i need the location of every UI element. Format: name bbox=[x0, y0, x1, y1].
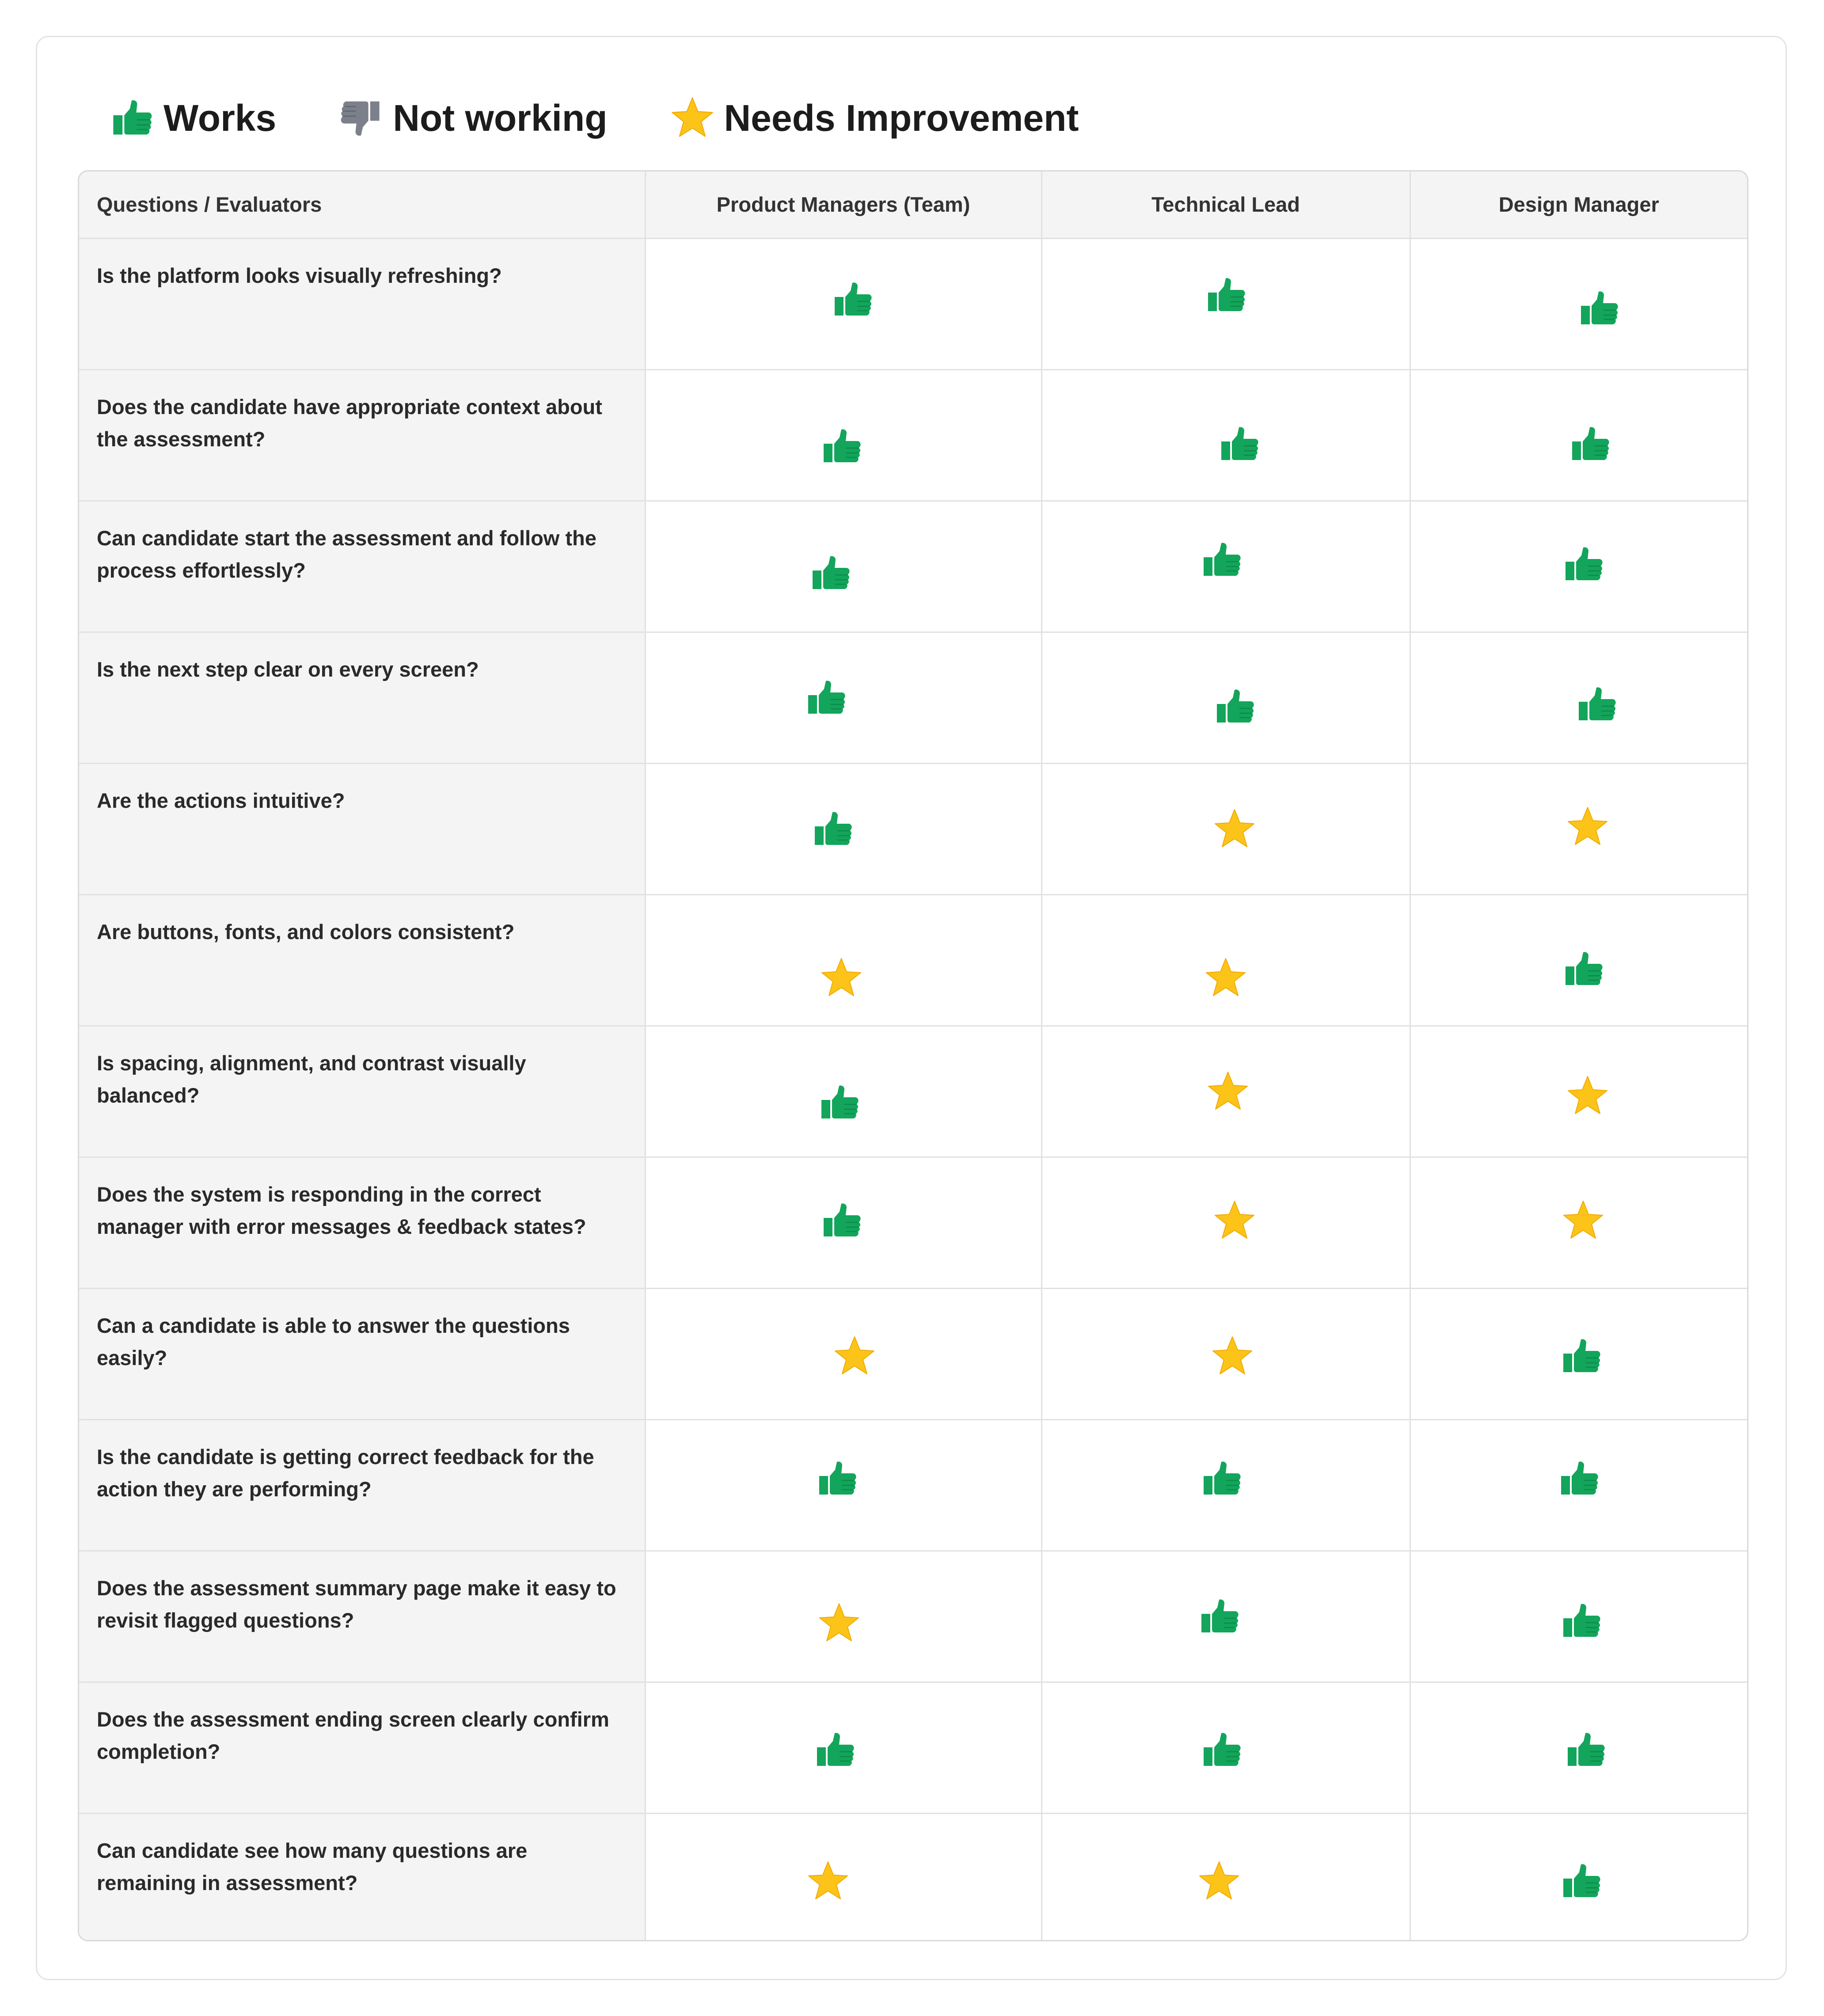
legend-item-not-working bbox=[338, 95, 607, 141]
star-icon bbox=[1197, 1859, 1241, 1903]
thumbs-up-icon bbox=[109, 95, 155, 141]
thumbs-up-icon bbox=[1559, 1334, 1603, 1378]
table-row bbox=[79, 1813, 1747, 1941]
rating-cell bbox=[645, 1551, 1041, 1682]
table-row bbox=[79, 501, 1747, 632]
rating-cell bbox=[645, 1682, 1041, 1813]
question-cell: Does the assessment ending screen clearly confirm completion? bbox=[79, 1682, 645, 1813]
rating-cell bbox=[1041, 632, 1410, 763]
question-cell: Does the assessment summary page make it easy to revisit flagged questions? bbox=[79, 1551, 645, 1682]
rating-cell bbox=[1041, 1157, 1410, 1288]
rating-cell bbox=[1410, 1682, 1747, 1813]
rating-cell bbox=[1041, 1813, 1410, 1941]
question-cell: Can a candidate is able to answer the questions easily? bbox=[79, 1288, 645, 1419]
rating-cell bbox=[1410, 632, 1747, 763]
star-icon bbox=[806, 1859, 850, 1903]
legend-label-needs-improvement: Needs Improvement bbox=[724, 97, 1079, 139]
thumbs-up-icon bbox=[1217, 422, 1261, 466]
thumbs-up-icon bbox=[808, 551, 852, 595]
question-cell: Can candidate see how many questions are remaining in assessment? bbox=[79, 1813, 645, 1941]
star-icon bbox=[1212, 807, 1257, 851]
thumbs-up-icon bbox=[813, 1728, 857, 1772]
star-icon bbox=[819, 956, 863, 1000]
rating-cell bbox=[1041, 369, 1410, 501]
question-cell: Is the next step clear on every screen? bbox=[79, 632, 645, 763]
rating-cell bbox=[645, 1813, 1041, 1941]
legend-label-not-working: Not working bbox=[393, 97, 608, 139]
table-row bbox=[79, 894, 1747, 1026]
table-row bbox=[79, 1682, 1747, 1813]
thumbs-up-icon bbox=[815, 1457, 859, 1501]
star-icon bbox=[1566, 805, 1610, 849]
thumbs-up-icon bbox=[1563, 1728, 1607, 1772]
thumbs-down-icon bbox=[338, 95, 384, 141]
question-cell: Is the candidate is getting correct feedback for the action they are performing? bbox=[79, 1419, 645, 1551]
table-row bbox=[79, 1026, 1747, 1157]
thumbs-up-icon bbox=[819, 1198, 863, 1243]
table-row bbox=[79, 632, 1747, 763]
rating-cell bbox=[1410, 1157, 1747, 1288]
thumbs-up-icon bbox=[1199, 1457, 1243, 1501]
rating-cell bbox=[1041, 1419, 1410, 1551]
thumbs-up-icon bbox=[1212, 685, 1257, 729]
star-icon bbox=[1206, 1069, 1250, 1114]
table-row bbox=[79, 763, 1747, 894]
star-icon bbox=[1212, 1198, 1257, 1243]
rating-cell bbox=[645, 369, 1041, 501]
rating-cell bbox=[1410, 763, 1747, 894]
rating-cell bbox=[1410, 1551, 1747, 1682]
rating-cell bbox=[1410, 1026, 1747, 1157]
rating-cell bbox=[645, 238, 1041, 369]
thumbs-up-icon bbox=[1574, 682, 1619, 727]
star-icon bbox=[832, 1334, 877, 1378]
thumbs-up-icon bbox=[830, 278, 874, 322]
thumbs-up-icon bbox=[1559, 1599, 1603, 1643]
evaluation-table bbox=[78, 170, 1748, 1941]
table-row bbox=[79, 238, 1747, 369]
question-cell: Is the platform looks visually refreshing? bbox=[79, 238, 645, 369]
table-row bbox=[79, 369, 1747, 501]
legend-label-works: Works bbox=[163, 97, 277, 139]
rating-cell bbox=[645, 763, 1041, 894]
header-design-manager: Design Manager bbox=[1410, 171, 1747, 238]
rating-cell bbox=[1410, 238, 1747, 369]
rating-cell bbox=[645, 1026, 1041, 1157]
thumbs-up-icon bbox=[1568, 422, 1612, 466]
legend bbox=[109, 87, 1079, 149]
rating-cell bbox=[1410, 501, 1747, 632]
star-icon bbox=[1204, 956, 1248, 1000]
question-cell: Is spacing, alignment, and contrast visually balanced? bbox=[79, 1026, 645, 1157]
rating-cell bbox=[1041, 1288, 1410, 1419]
table-row bbox=[79, 1157, 1747, 1288]
table-row bbox=[79, 1419, 1747, 1551]
rating-cell bbox=[1410, 369, 1747, 501]
star-icon bbox=[817, 1601, 861, 1645]
rating-cell bbox=[1041, 501, 1410, 632]
rating-cell bbox=[1041, 1682, 1410, 1813]
thumbs-up-icon bbox=[1561, 542, 1605, 586]
rating-cell bbox=[645, 1157, 1041, 1288]
thumbs-up-icon bbox=[1199, 538, 1243, 582]
thumbs-up-icon bbox=[1577, 286, 1621, 331]
question-cell: Does the system is responding in the correct manager with error messages & feedback states? bbox=[79, 1157, 645, 1288]
thumbs-up-icon bbox=[1197, 1594, 1241, 1639]
rating-cell bbox=[645, 1419, 1041, 1551]
rating-cell bbox=[1041, 1026, 1410, 1157]
thumbs-up-icon bbox=[1561, 947, 1605, 991]
table-header-row bbox=[79, 171, 1747, 238]
question-cell: Does the candidate have appropriate context about the assessment? bbox=[79, 369, 645, 501]
rating-cell bbox=[645, 501, 1041, 632]
legend-item-works bbox=[109, 95, 276, 141]
thumbs-up-icon bbox=[819, 424, 863, 468]
rating-cell bbox=[1041, 894, 1410, 1026]
star-icon bbox=[1561, 1198, 1605, 1243]
legend-item-needs-improvement bbox=[669, 95, 1079, 141]
star-icon bbox=[669, 95, 715, 141]
rating-cell bbox=[1041, 238, 1410, 369]
question-cell: Can candidate start the assessment and follow the process effortlessly? bbox=[79, 501, 645, 632]
header-technical-lead: Technical Lead bbox=[1041, 171, 1410, 238]
thumbs-up-icon bbox=[804, 676, 848, 720]
question-cell: Are the actions intuitive? bbox=[79, 763, 645, 894]
thumbs-up-icon bbox=[1559, 1859, 1603, 1903]
rating-cell bbox=[1410, 1288, 1747, 1419]
rating-cell bbox=[645, 632, 1041, 763]
table-row bbox=[79, 1288, 1747, 1419]
thumbs-up-icon bbox=[1204, 273, 1248, 317]
thumbs-up-icon bbox=[810, 807, 855, 851]
header-questions-evaluators: Questions / Evaluators bbox=[79, 171, 645, 238]
thumbs-up-icon bbox=[817, 1080, 861, 1125]
thumbs-up-icon bbox=[1199, 1728, 1243, 1772]
table-row bbox=[79, 1551, 1747, 1682]
star-icon bbox=[1210, 1334, 1254, 1378]
rating-cell bbox=[1410, 1813, 1747, 1941]
rating-cell bbox=[1041, 763, 1410, 894]
thumbs-up-icon bbox=[1557, 1457, 1601, 1501]
rating-cell bbox=[1410, 894, 1747, 1026]
rating-cell bbox=[645, 1288, 1041, 1419]
header-product-managers: Product Managers (Team) bbox=[645, 171, 1041, 238]
question-cell: Are buttons, fonts, and colors consistent? bbox=[79, 894, 645, 1026]
star-icon bbox=[1566, 1074, 1610, 1118]
rating-cell bbox=[1410, 1419, 1747, 1551]
rating-cell bbox=[645, 894, 1041, 1026]
rating-cell bbox=[1041, 1551, 1410, 1682]
